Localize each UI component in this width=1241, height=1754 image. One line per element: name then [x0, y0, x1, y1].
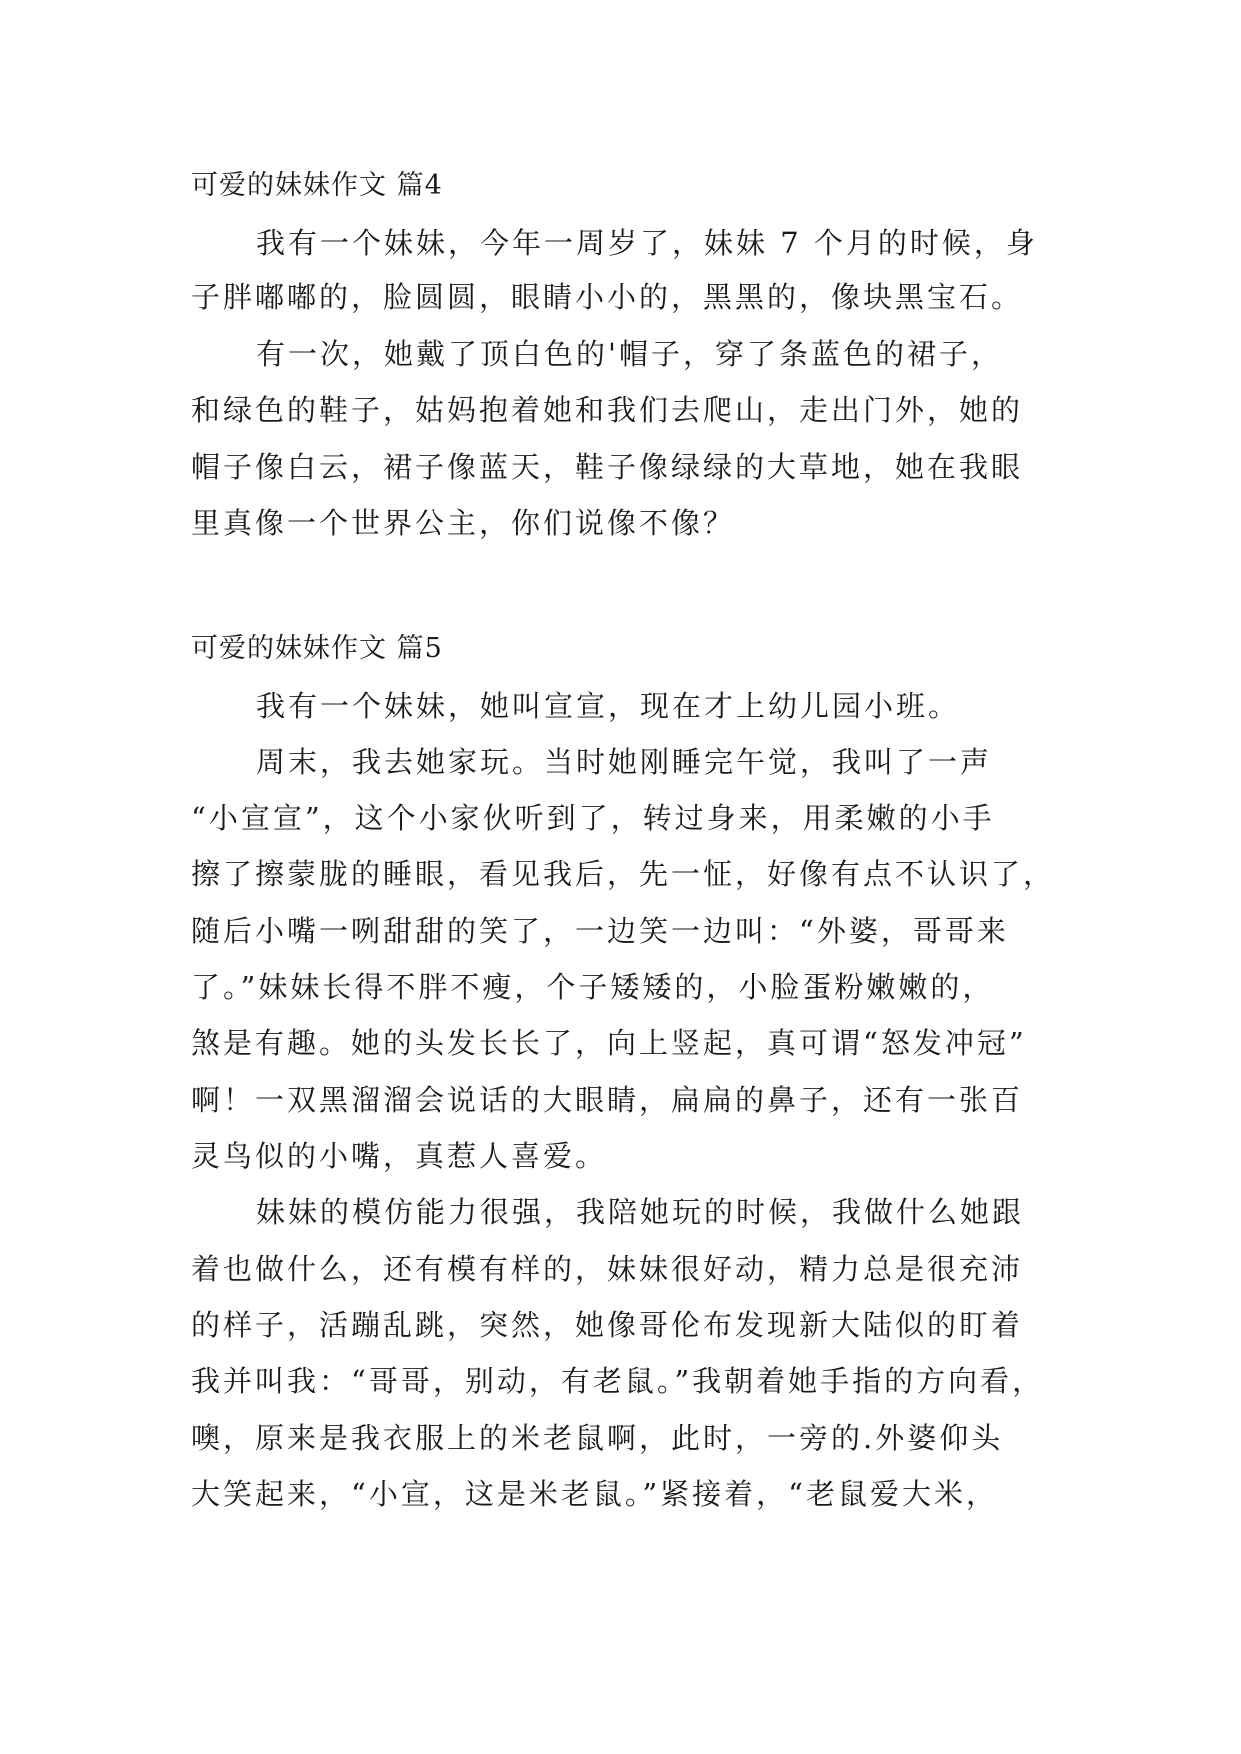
section-5-line-10: 妹妹的模仿能力很强，我陪她玩的时候，我做什么她跟 [256, 1195, 1025, 1229]
section-4-line-4: 和绿色的鞋子，姑妈抱着她和我们去爬山，走出门外，她的 [191, 393, 1024, 427]
section-5-line-5: 随后小嘴一咧甜甜的笑了，一边笑一边叫：“外婆，哥哥来 [191, 914, 1009, 948]
section-5-line-6: 了。”妹妹长得不胖不瘦，个子矮矮的，小脸蛋粉嫩嫩的， [191, 970, 995, 1004]
section-5-line-7: 煞是有趣。她的头发长长了，向上竖起，真可谓“怒发冲冠” [191, 1026, 1027, 1060]
section-5-line-9: 灵鸟似的小嘴，真惹人喜爱。 [191, 1139, 608, 1173]
section-4-heading: 可爱的妹妹作文 篇4 [191, 170, 443, 201]
section-5-line-1: 我有一个妹妹，她叫宣宣，现在才上幼儿园小班。 [256, 689, 961, 723]
section-5-line-8: 啊！一双黑溜溜会说话的大眼睛，扁扁的鼻子，还有一张百 [191, 1083, 1024, 1117]
section-4-line-2: 子胖嘟嘟的，脸圆圆，眼睛小小的，黑黑的，像块黑宝石。 [191, 280, 1024, 314]
section-4-line-1: 我有一个妹妹，今年一周岁了，妹妹 7 个月的时候，身 [256, 226, 1038, 260]
section-5-line-13: 我并叫我：“哥哥，别动，有老鼠。”我朝着她手指的方向看， [191, 1364, 1045, 1398]
section-5-line-3: “小宣宣”，这个小家伙听到了，转过身来，用柔嫩的小手 [191, 801, 995, 835]
section-5-line-4: 擦了擦蒙胧的睡眼，看见我后，先一怔，好像有点不认识了， [191, 857, 1056, 891]
section-5-line-2: 周末，我去她家玩。当时她刚睡完午觉，我叫了一声 [256, 745, 993, 779]
section-5-line-12: 的样子，活蹦乱跳，突然，她像哥伦布发现新大陆似的盯着 [191, 1308, 1024, 1342]
section-4-line-3: 有一次，她戴了顶白色的'帽子，穿了条蓝色的裙子， [256, 337, 1003, 371]
section-5-line-15: 大笑起来，“小宣，这是米老鼠。”紧接着，“老鼠爱大米， [191, 1477, 998, 1511]
section-4-line-6: 里真像一个世界公主，你们说像不像？ [191, 506, 736, 540]
section-4-line-5: 帽子像白云，裙子像蓝天，鞋子像绿绿的大草地，她在我眼 [191, 450, 1024, 484]
section-5-heading: 可爱的妹妹作文 篇5 [191, 633, 443, 664]
section-5-line-11: 着也做什么，还有模有样的，妹妹很好动，精力总是很充沛 [191, 1252, 1024, 1286]
section-5-line-14: 噢，原来是我衣服上的米老鼠啊，此时，一旁的.外婆仰头 [191, 1421, 1004, 1455]
